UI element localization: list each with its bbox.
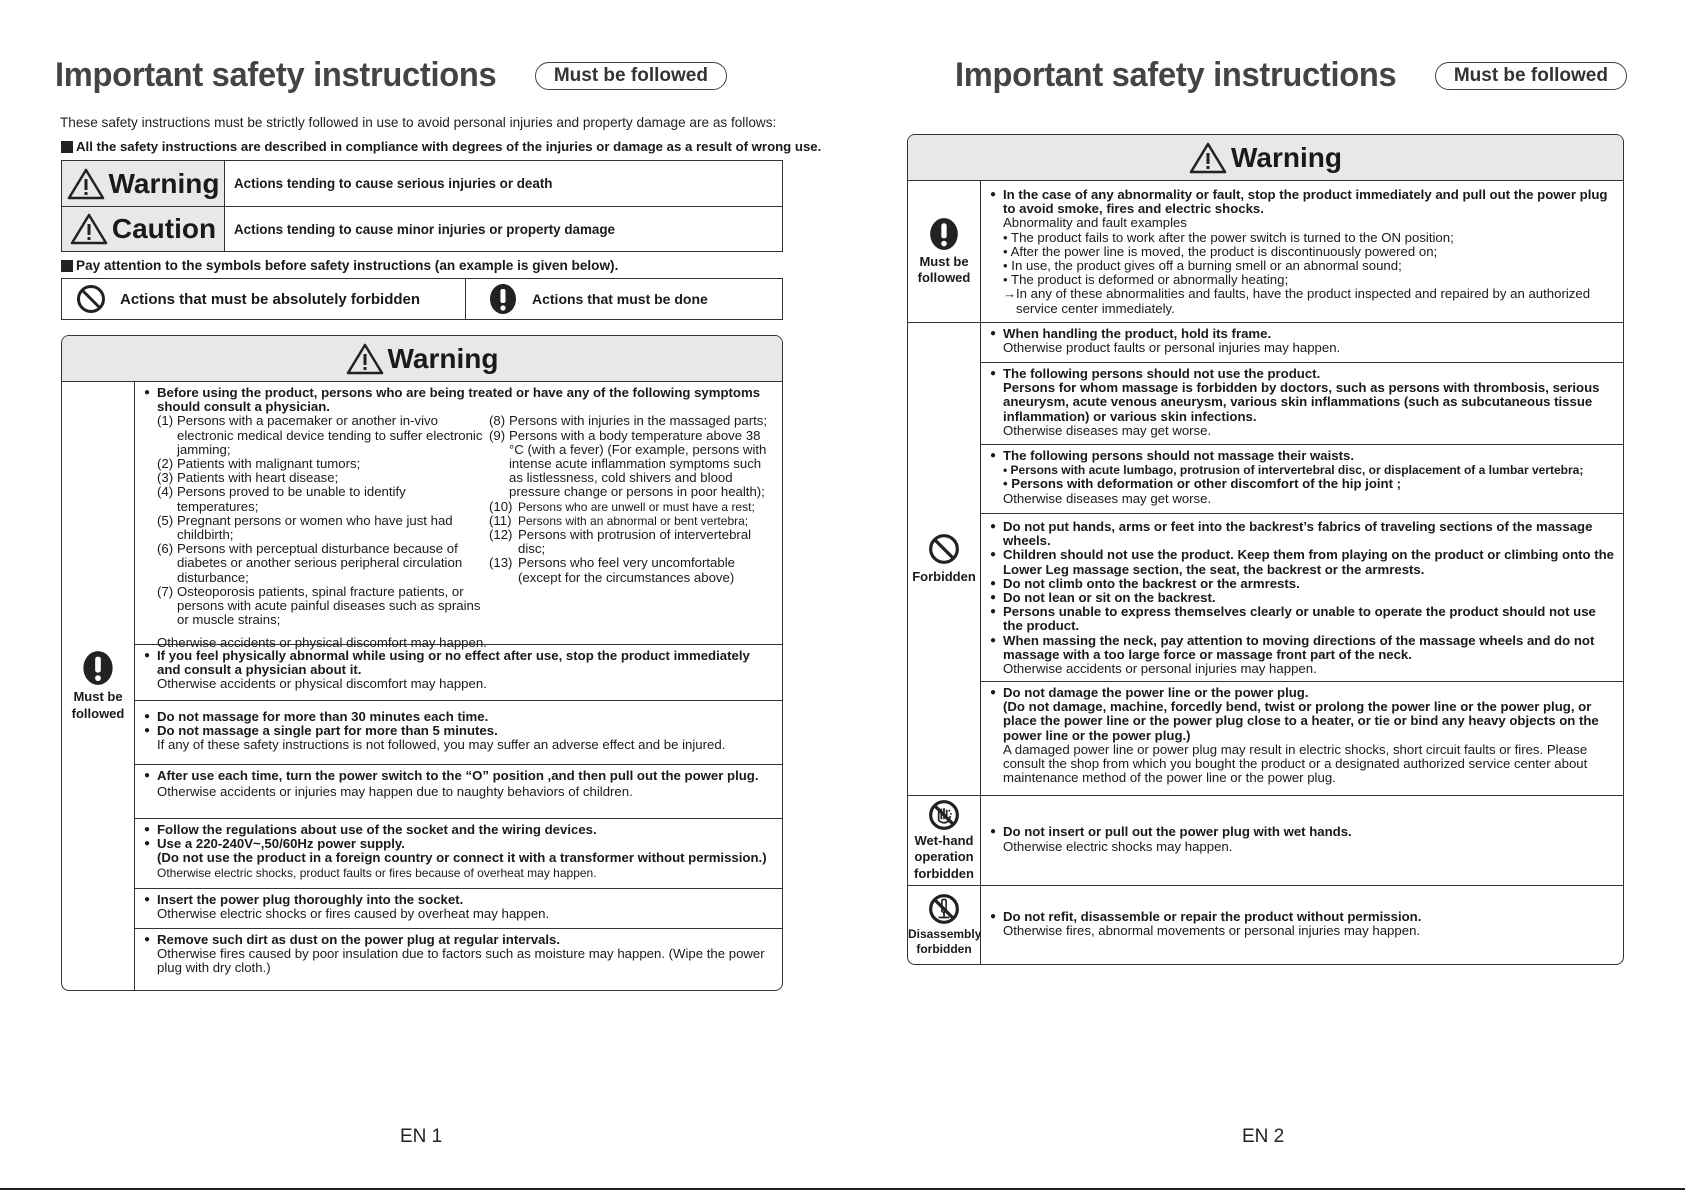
note-text: All the safety instructions are described in compliance with degrees of the injuries or damage as a result of wrong use. [76,139,822,154]
page-header [55,56,727,95]
condition-text: Persons with injuries in the massaged parts; [509,413,768,429]
icon-label: Wet-hand operation forbidden [914,833,974,881]
wet-hand-forbidden-cell [908,796,980,886]
prohibited-icon [928,533,960,565]
condition-item [157,457,489,471]
condition-item [157,585,489,628]
condition-number: (2) [157,456,174,472]
legend-row-warning [62,161,782,206]
condition-text: Pregnant persons or women who have just had childbirth; [177,512,453,543]
section-note: Otherwise accidents or injuries may happen due to naughty behaviors of children. [157,784,633,800]
condition-text: Persons who are unwell or must have a rest; [518,499,755,514]
condition-text: Persons with an abnormal or bent vertebra; [518,513,749,528]
condition-text: Osteoporosis patients, spinal fracture patients, or persons with acute painful diseases such as sprains or muscle strains; [177,583,481,628]
condition-text: Patients with heart disease; [177,470,339,486]
condition-number: (1) [157,413,174,429]
condition-number: (8) [489,413,506,429]
exclamation-icon [81,650,115,686]
section-note: Otherwise electric shocks or fires caused by overheat may happen. [157,906,550,922]
arrow-note-text: In any of these abnormalities and faults, have the product inspected and repaired by an authorized service center immediately. [1016,286,1591,316]
icon-column [908,181,981,964]
section-note: Otherwise product faults or personal injuries may happen. [1003,340,1341,356]
square-bullet-icon [61,141,73,153]
legend-label-text: Warning [108,167,220,199]
bullet-bold: ● The following persons should not use the product. [990,367,1615,381]
bullet-bold: ● Follow the regulations about use of the socket and the wiring devices. [144,823,774,837]
abnormality-example: • The product fails to work after the power switch is turned to the ON position; [1003,229,1454,245]
forbidden-bullet: ● Do not climb onto the backrest or the armrests. [990,577,1615,591]
condition-item [157,485,489,513]
warning-box-title: Warning [1231,141,1342,173]
icon-column [62,382,135,990]
condition-text: Persons proved to be unable to identify temperatures; [177,484,406,514]
condition-number: (7) [157,583,174,599]
bullet-bold: ● Before using the product, persons who are being treated or have any of the following symptoms should consult a physician. [144,386,774,414]
page-title: Important safety instructions [955,56,1397,94]
icon-label: Disassembly forbidden [908,927,982,956]
section-abnormality [981,181,1623,323]
abnormality-example: • After the power line is moved, the product is discontinuously powered on; [1003,243,1438,259]
bullet-bold: ● Do not refit, disassemble or repair the product without permission. [990,910,1615,924]
section-disassembly [981,886,1623,964]
section-subtitle: Abnormality and fault examples [1003,215,1187,231]
condition-item [157,471,489,485]
symbol-label: Actions that must be absolutely forbidden [120,290,421,308]
conditions-right [489,414,774,627]
condition-number: (6) [157,541,174,557]
legend-row-caution [62,206,782,251]
forbidden-bullet: ● Do not lean or sit on the backrest. [990,591,1615,605]
section-consult-physician [135,382,782,651]
page-number: EN 1 [400,1126,443,1147]
bullet-bold: ● Use a 220-240V~,50/60Hz power supply. [144,837,774,851]
bullet-bold: ● Do not damage the power line or the power plug. [990,686,1615,700]
condition-item [157,542,489,585]
disassembly-forbidden-cell [908,886,980,964]
section-note: A damaged power line or power plug may result in electric shocks, short circuit faults or fires. Please consult the shop from which you bought the product or a designated authorized service center about maintenance method of the power line or the power plug. [1003,741,1588,786]
bullet-bold: ● When handling the product, hold its frame. [990,327,1615,341]
arrow-right-icon: → [1003,286,1017,302]
square-bullet-icon [61,260,73,272]
bullet-bold: ● Do not massage for more than 30 minutes each time. [144,710,774,724]
condition-text: Persons with a pacemaker or another in-vivo electronic medical device tending to suffer electronic jamming; [177,413,483,457]
forbidden-bullet: ● When massing the neck, pay attention to moving directions of the massage wheels and do not massage with a too large force or massage front part of the neck. [990,634,1615,662]
must-be-followed-cell [62,382,134,990]
legend-desc-warning: Actions tending to cause serious injuries or death [234,176,553,191]
condition-item [157,414,489,457]
warning-box-body [62,382,782,990]
waist-item-text: Persons with acute lumbago, protrusion of intervertebral disc, or displacement of a lumbar vertebra; [1010,463,1584,478]
page-en2 [842,0,1684,1192]
section-note: Otherwise fires, abnormal movements or personal injuries may happen. [1003,923,1421,938]
section-note: Otherwise accidents or personal injuries may happen. [1003,661,1317,677]
section-hold-frame [981,323,1623,363]
must-be-followed-cell [908,181,980,323]
warning-triangle-icon [346,343,384,375]
condition-item [157,514,489,542]
section-note: Otherwise accidents or physical discomfort may happen. [157,676,487,692]
section-socket-power-supply [135,819,782,889]
warning-triangle-icon [1189,142,1227,174]
forbidden-bullet: ● Persons unable to express themselves clearly or unable to operate the product should not use the product. [990,605,1615,633]
abnormality-example-text: After the power line is moved, the product is discontinuously powered on; [1010,243,1438,259]
warning-box-header [908,135,1623,181]
abnormality-example: • The product is deformed or abnormally heating; [1003,272,1289,288]
waist-item: • Persons with deformation or other discomfort of the hip joint ; [1003,476,1402,492]
bullet-bold: ● Insert the power plug thoroughly into the socket. [144,893,774,907]
condition-item [489,514,774,528]
severity-legend [61,160,783,252]
symbol-label: Actions that must be done [532,291,708,307]
condition-item [489,414,774,428]
intro-text: These safety instructions must be strictly followed in use to avoid personal injuries and property damage are as follows: [60,115,777,130]
condition-item [489,528,774,556]
forbidden-cell [908,323,980,796]
legend-label-text: Caution [111,213,217,244]
forbidden-bullets [990,520,1615,662]
section-note: Otherwise electric shocks may happen. [1003,838,1233,854]
section-power-line [981,682,1623,796]
content-column [981,181,1623,964]
condition-text: Persons with a body temperature above 38 °C (with a fever) (For example, persons with intense acute inflammation symptoms such as listlessness, cold shivers and blood pressure change or persons in poor health); [509,427,767,500]
warning-box [907,134,1624,965]
symbol-must-do [466,279,782,319]
bullet-bold: ● After use each time, turn the power switch to the “O” position ,and then pull out the power plug. [144,769,774,783]
wet-hand-prohibited-icon [928,799,960,831]
bullet-bold: ● The following persons should not massage their waists. [990,449,1615,463]
bullet-bold: ● Do not massage a single part for more than 5 minutes. [144,724,774,738]
note-text: Pay attention to the symbols before safety instructions (an example is given below). [76,258,619,273]
bullet-bold: ● Remove such dirt as dust on the power plug at regular intervals. [144,933,774,947]
section-forbidden-actions [981,514,1623,682]
condition-text: Persons with perceptual disturbance because of diabetes or another serious peripheral circulation disturbance; [177,541,463,585]
legend-label-warning [62,161,225,206]
note-symbols [61,258,618,273]
conditions-left [157,414,489,627]
section-note: Otherwise diseases may get worse. [1003,490,1212,506]
icon-label: Forbidden [912,568,976,584]
condition-item [489,556,774,584]
condition-text: Persons with protrusion of intervertebral disc; [518,527,752,557]
warning-triangle-icon [67,168,105,200]
abnormality-example-text: In use, the product gives off a burning smell or an abnormal sound; [1011,258,1402,274]
condition-text: Persons who feel very uncomfortable (except for the circumstances above) [518,555,735,585]
warning-triangle-icon [70,213,108,245]
section-bold-note: (Do not use the product in a foreign country or connect it with a transformer without permission.) [157,850,767,866]
prohibited-icon [76,284,106,314]
section-note: Otherwise fires caused by poor insulation due to factors such as moisture may happen. (Wipe the power plug with dry cloth.) [157,946,765,976]
condition-number: (11) [489,512,512,528]
section-power-switch [135,765,782,819]
must-be-followed-badge: Must be followed [535,62,727,90]
section-bold-note: (Do not damage, machine, forcedly bend, twist or prolong the power line or the power plug, or place the power line or the power plug close to a heater, or tie or bind any heavy objects on the power line or the power plug.) [1003,699,1599,743]
conditions-list [144,414,774,627]
section-note: Otherwise electric shocks, product faults or fires because of overheat may happen. [157,865,597,880]
bullet-bold: ● If you feel physically abnormal while using or no effect after use, stop the product immediately and consult a physician about it. [144,649,774,677]
section-massage-duration [135,701,782,765]
waist-item: • Persons with acute lumbago, protrusion of intervertebral disc, or displacement of a lumbar vertebra; [1003,463,1584,478]
bottom-rule [0,1188,1685,1190]
content-column [135,382,782,990]
note-compliance [61,139,821,154]
warning-box-body [908,181,1623,964]
page-en1 [0,0,842,1192]
icon-label: Must be followed [71,689,125,721]
condition-number: (10) [489,498,513,514]
symbol-forbidden [62,279,466,319]
section-note: Otherwise accidents or physical discomfort may happen. [157,635,487,651]
must-be-followed-badge: Must be followed [1435,62,1627,90]
warning-box [61,335,783,991]
section-bold-note: Persons for whom massage is forbidden by doctors, such as persons with thrombosis, serious aneurysm, acute venous aneurysm, various skin inflammations (such as subcutaneous tissue inflammation) or various skin infections. [1003,380,1600,424]
page-title: Important safety instructions [55,56,497,94]
bullet-bold: ● In the case of any abnormality or fault, stop the product immediately and pull out the power plug to avoid smoke, fires and electric shocks. [990,188,1615,216]
page-header [955,56,1627,95]
legend-label-caution [62,207,225,251]
forbidden-bullet: ● Do not put hands, arms or feet into the backrest’s fabrics of traveling sections of the massage wheels. [990,520,1615,548]
section-insert-plug [135,889,782,929]
condition-item [489,500,774,514]
condition-number: (5) [157,512,174,528]
condition-text: Patients with malignant tumors; [177,456,361,472]
icon-label: Must be followed [917,253,971,285]
abnormality-example-text: The product fails to work after the power switch is turned to the ON position; [1011,229,1454,245]
condition-number: (13) [489,555,513,571]
condition-item [489,429,774,500]
abnormality-example: • In use, the product gives off a burning smell or an abnormal sound; [1003,258,1402,274]
bullet-bold: ● Do not insert or pull out the power plug with wet hands. [990,825,1615,839]
condition-number: (9) [489,427,506,443]
disassembly-prohibited-icon [928,893,960,925]
waist-item-text: Persons with deformation or other discomfort of the hip joint ; [1011,476,1402,492]
arrow-note [990,287,1615,315]
section-wet-hands [981,796,1623,886]
section-feel-abnormal [135,645,782,701]
section-remove-dust [135,929,782,990]
exclamation-icon [928,217,960,251]
abnormality-examples [990,231,1615,288]
condition-number: (4) [157,484,174,500]
legend-desc-caution: Actions tending to cause minor injuries or property damage [234,221,615,237]
section-persons-not-use [981,363,1623,445]
condition-number: (3) [157,470,174,486]
exclamation-icon [488,283,518,315]
warning-box-title: Warning [387,342,499,374]
condition-number: (12) [489,527,513,543]
section-note: If any of these safety instructions is not followed, you may suffer an adverse effect and be injured. [157,737,726,753]
abnormality-example-text: The product is deformed or abnormally heating; [1011,272,1289,288]
section-note: Otherwise diseases may get worse. [1003,422,1212,438]
page-number: EN 2 [1242,1126,1285,1147]
forbidden-bullet: ● Children should not use the product. Keep them from playing on the product or climbing onto the Lower Leg massage section, the seat, the backrest or the armrests. [990,548,1615,576]
warning-box-header [62,336,782,382]
section-waists [981,445,1623,514]
symbol-legend [61,278,783,320]
